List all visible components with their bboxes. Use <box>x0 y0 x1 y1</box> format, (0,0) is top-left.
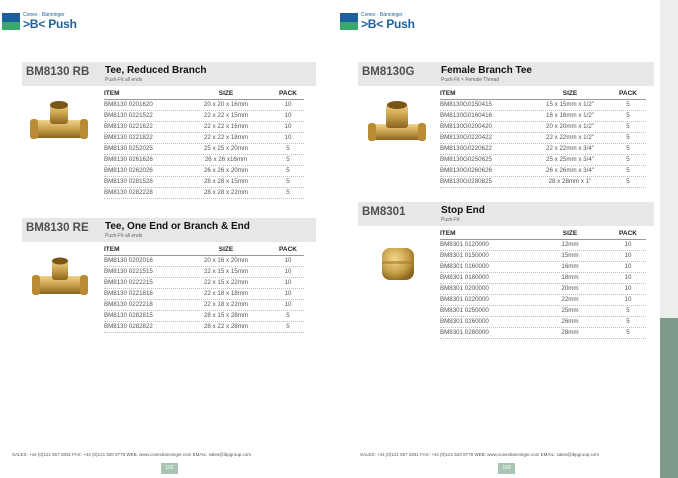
pack-cell: 5 <box>626 307 630 314</box>
table-row <box>104 144 304 155</box>
item-code-cell: BM8301 0180000 <box>440 274 489 281</box>
size-cell: 28 x 28 x 22mm <box>203 189 249 196</box>
table-row <box>104 278 304 289</box>
pack-cell: 10 <box>284 123 292 130</box>
item-code-cell: BM8130G0160416 <box>440 112 492 119</box>
logo-mark-icon <box>340 13 358 30</box>
pack-cell: 10 <box>624 285 632 292</box>
product-subtitle: Push-Fit <box>441 217 460 223</box>
header-size: SIZE <box>562 230 578 237</box>
size-cell: 28mm <box>561 329 579 336</box>
product-code: BM8130G <box>362 66 415 78</box>
item-code-cell: BM8130G0250625 <box>440 156 492 163</box>
pack-cell: 5 <box>626 123 630 130</box>
product-code: BM8301 <box>362 206 406 218</box>
pack-cell: 5 <box>626 167 630 174</box>
size-cell: 22 x 15 x 15mm <box>203 268 249 275</box>
header-item: ITEM <box>440 230 456 237</box>
pack-cell: 5 <box>626 145 630 152</box>
product-section-bm8130g <box>358 62 654 185</box>
size-cell: 28 x 15 x 28mm <box>203 312 249 319</box>
table-header <box>440 88 646 100</box>
pack-cell: 10 <box>284 134 292 141</box>
item-code-cell: BM8130 0282815 <box>104 312 153 319</box>
size-cell: 28 x 28 x 15mm <box>203 178 249 185</box>
pack-cell: 5 <box>626 101 630 108</box>
size-cell: 20 x 20 x 16mm <box>203 101 249 108</box>
size-cell: 18mm <box>561 274 579 281</box>
pack-cell: 5 <box>286 189 290 196</box>
table-row <box>440 317 646 328</box>
item-code-cell: BM8130G0280825 <box>440 178 492 185</box>
size-cell: 20mm <box>561 285 579 292</box>
table-row <box>440 273 646 284</box>
size-cell: 26 x 26 x16mm <box>204 156 248 163</box>
table-row <box>440 122 646 133</box>
header-pack: PACK <box>279 90 297 97</box>
table-row <box>440 251 646 262</box>
pack-cell: 10 <box>624 241 632 248</box>
item-code-cell: BM8130G0220422 <box>440 134 492 141</box>
pack-cell: 10 <box>284 268 292 275</box>
table-row <box>440 284 646 295</box>
item-code-cell: BM8130 0261626 <box>104 156 153 163</box>
right-page <box>340 0 660 478</box>
item-code-cell: BM8130 0281528 <box>104 178 153 185</box>
size-cell: 22 x 15 x 22mm <box>203 279 249 286</box>
size-cell: 26 x 26 x 20mm <box>203 167 249 174</box>
table-row <box>104 311 304 322</box>
table-header <box>440 228 646 240</box>
item-code-cell: BM8130 0221515 <box>104 268 153 275</box>
product-subtitle: Push-Fit all ends <box>105 233 143 239</box>
table-row <box>104 322 304 333</box>
item-code-cell: BM8130G0200420 <box>440 123 492 130</box>
pack-cell: 5 <box>286 178 290 185</box>
table-row <box>440 306 646 317</box>
item-code-cell: BM8130 0222215 <box>104 279 153 286</box>
table-row <box>440 240 646 251</box>
size-cell: 22 x 22 x 18mm <box>203 134 249 141</box>
item-code-cell: BM8130 0282228 <box>104 189 153 196</box>
header-size: SIZE <box>562 90 578 97</box>
pack-cell: 10 <box>624 263 632 270</box>
size-cell: 25 x 25 x 20mm <box>203 145 249 152</box>
pack-cell: 10 <box>284 279 292 286</box>
size-cell: 28 x 22 x 28mm <box>203 323 249 330</box>
product-title: Tee, One End or Branch & End <box>105 221 250 232</box>
product-section-bm8130-rb <box>22 62 316 196</box>
tee-fitting-image <box>30 256 90 309</box>
pack-cell: 5 <box>286 145 290 152</box>
size-cell: 16 x 16mm x 1/2" <box>546 112 594 119</box>
header-item: ITEM <box>104 246 120 253</box>
size-cell: 22 x 18 x 22mm <box>203 301 249 308</box>
pack-cell: 10 <box>624 274 632 281</box>
table-row <box>104 256 304 267</box>
item-code-cell: BM8130 0221822 <box>104 134 153 141</box>
item-code-cell: BM8130 0221522 <box>104 112 153 119</box>
brand-logo <box>2 12 77 31</box>
product-code: BM8130 RE <box>26 222 89 234</box>
item-code-cell: BM8130 0282822 <box>104 323 153 330</box>
size-cell: 28 x 28mm x 1" <box>548 178 592 185</box>
size-cell: 20 x 16 x 20mm <box>203 257 249 264</box>
tee-fitting-image <box>28 98 90 153</box>
table-row <box>104 122 304 133</box>
brand-logo <box>340 12 415 31</box>
product-table <box>440 88 646 188</box>
pack-cell: 5 <box>626 178 630 185</box>
product-title: Female Branch Tee <box>441 65 532 76</box>
female-branch-tee-image <box>366 100 428 153</box>
page-edge-sidebar <box>660 0 678 478</box>
table-row <box>440 100 646 111</box>
size-cell: 22 x 18 x 18mm <box>203 290 249 297</box>
footer-contact: SALES: +44 (0)121 557 2831 FAX: +44 (0)121 520 8778 WEB: www.conexbanninger.com EMAIL: sales@ibpgroup.com <box>12 452 251 457</box>
table-body <box>440 240 646 339</box>
size-cell: 25mm <box>561 307 579 314</box>
pack-cell: 5 <box>626 156 630 163</box>
pack-cell: 5 <box>626 329 630 336</box>
size-cell: 22 x 22mm x 1/2" <box>546 134 594 141</box>
header-item: ITEM <box>440 90 456 97</box>
table-row <box>104 177 304 188</box>
size-cell: 22 x 22 x 15mm <box>203 112 249 119</box>
table-row <box>104 133 304 144</box>
section-header <box>358 202 654 226</box>
pack-cell: 5 <box>286 156 290 163</box>
product-title: Tee, Reduced Branch <box>105 65 207 76</box>
table-row <box>104 289 304 300</box>
size-cell: 25 x 25mm x 3/4" <box>546 156 594 163</box>
item-code-cell: BM8301 0160000 <box>440 263 489 270</box>
item-code-cell: BM8130 0252025 <box>104 145 153 152</box>
item-code-cell: BM8301 0200000 <box>440 285 489 292</box>
item-code-cell: BM8301 0280000 <box>440 329 489 336</box>
logo-push-text: >B< Push <box>361 17 415 31</box>
table-row <box>440 262 646 273</box>
section-header <box>22 62 316 86</box>
item-code-cell: BM8130G0260626 <box>440 167 492 174</box>
section-header <box>358 62 654 86</box>
item-code-cell: BM8301 0150000 <box>440 252 489 259</box>
section-header <box>22 218 316 242</box>
header-pack: PACK <box>279 246 297 253</box>
header-pack: PACK <box>619 90 637 97</box>
footer-contact: SALES: +44 (0)121 557 2831 FAX: +44 (0)121 520 8778 WEB: www.conexbanninger.com EMAIL: sales@ibpgroup.com <box>360 452 599 457</box>
table-row <box>440 166 646 177</box>
item-code-cell: BM8130G0150415 <box>440 101 492 108</box>
product-table <box>104 244 304 333</box>
item-code-cell: BM8301 0250000 <box>440 307 489 314</box>
stop-end-image <box>378 244 418 289</box>
table-row <box>104 100 304 111</box>
pack-cell: 5 <box>286 312 290 319</box>
product-table <box>104 88 304 199</box>
product-subtitle: Push-Fit × Female Thread <box>441 77 500 83</box>
table-header <box>104 244 304 256</box>
product-table <box>440 228 646 339</box>
page-number: 102 <box>161 463 178 474</box>
size-cell: 22 x 22mm x 3/4" <box>546 145 594 152</box>
pack-cell: 10 <box>284 112 292 119</box>
item-code-cell: BM8301 0220000 <box>440 296 489 303</box>
size-cell: 15 x 15mm x 1/2" <box>546 101 594 108</box>
pack-cell: 10 <box>284 101 292 108</box>
table-row <box>104 166 304 177</box>
pack-cell: 5 <box>286 167 290 174</box>
item-code-cell: BM8301 0260000 <box>440 318 489 325</box>
product-title: Stop End <box>441 205 485 216</box>
header-item: ITEM <box>104 90 120 97</box>
item-code-cell: BM8130 0202016 <box>104 257 153 264</box>
size-cell: 15mm <box>561 252 579 259</box>
table-row <box>104 111 304 122</box>
header-size: SIZE <box>218 246 234 253</box>
product-subtitle: Push-Fit all ends <box>105 77 143 83</box>
table-row <box>104 267 304 278</box>
pack-cell: 10 <box>624 296 632 303</box>
pack-cell: 10 <box>284 301 292 308</box>
item-code-cell: BM8130G0220622 <box>440 145 492 152</box>
table-row <box>104 300 304 311</box>
item-code-cell: BM8130 0222218 <box>104 301 153 308</box>
pack-cell: 5 <box>626 318 630 325</box>
pack-cell: 10 <box>284 290 292 297</box>
pack-cell: 5 <box>626 134 630 141</box>
table-row <box>104 188 304 199</box>
size-cell: 22mm <box>561 296 579 303</box>
pack-cell: 5 <box>626 112 630 119</box>
size-cell: 20 x 20mm x 1/2" <box>546 123 594 130</box>
size-cell: 26 x 26mm x 3/4" <box>546 167 594 174</box>
item-code-cell: BM8301 0120000 <box>440 241 489 248</box>
product-section-bm8130-re <box>22 218 316 330</box>
table-row <box>440 111 646 122</box>
pack-cell: 5 <box>286 323 290 330</box>
item-code-cell: BM8130 0221622 <box>104 123 153 130</box>
header-pack: PACK <box>619 230 637 237</box>
product-code: BM8130 RB <box>26 66 90 78</box>
table-row <box>104 155 304 166</box>
section-tab <box>660 318 678 478</box>
table-body <box>104 100 304 199</box>
logo-mark-icon <box>2 13 20 30</box>
item-code-cell: BM8130 0262026 <box>104 167 153 174</box>
size-cell: 22 x 22 x 16mm <box>203 123 249 130</box>
table-row <box>440 133 646 144</box>
table-body <box>104 256 304 333</box>
size-cell: 12mm <box>561 241 579 248</box>
logo-brand-text: Conex · Bänninger <box>361 12 403 18</box>
header-size: SIZE <box>218 90 234 97</box>
table-row <box>440 155 646 166</box>
table-row <box>440 328 646 339</box>
table-header <box>104 88 304 100</box>
size-cell: 26mm <box>561 318 579 325</box>
pack-cell: 10 <box>284 257 292 264</box>
item-code-cell: BM8130 0221818 <box>104 290 153 297</box>
item-code-cell: BM8130 0201620 <box>104 101 153 108</box>
page-number: 103 <box>498 463 515 474</box>
table-body <box>440 100 646 188</box>
table-row <box>440 177 646 188</box>
table-row <box>440 144 646 155</box>
product-section-bm8301 <box>358 202 654 336</box>
size-cell: 16mm <box>561 263 579 270</box>
logo-brand-text: Conex · Bänninger <box>23 12 65 18</box>
logo-push-text: >B< Push <box>23 17 77 31</box>
pack-cell: 10 <box>624 252 632 259</box>
table-row <box>440 295 646 306</box>
